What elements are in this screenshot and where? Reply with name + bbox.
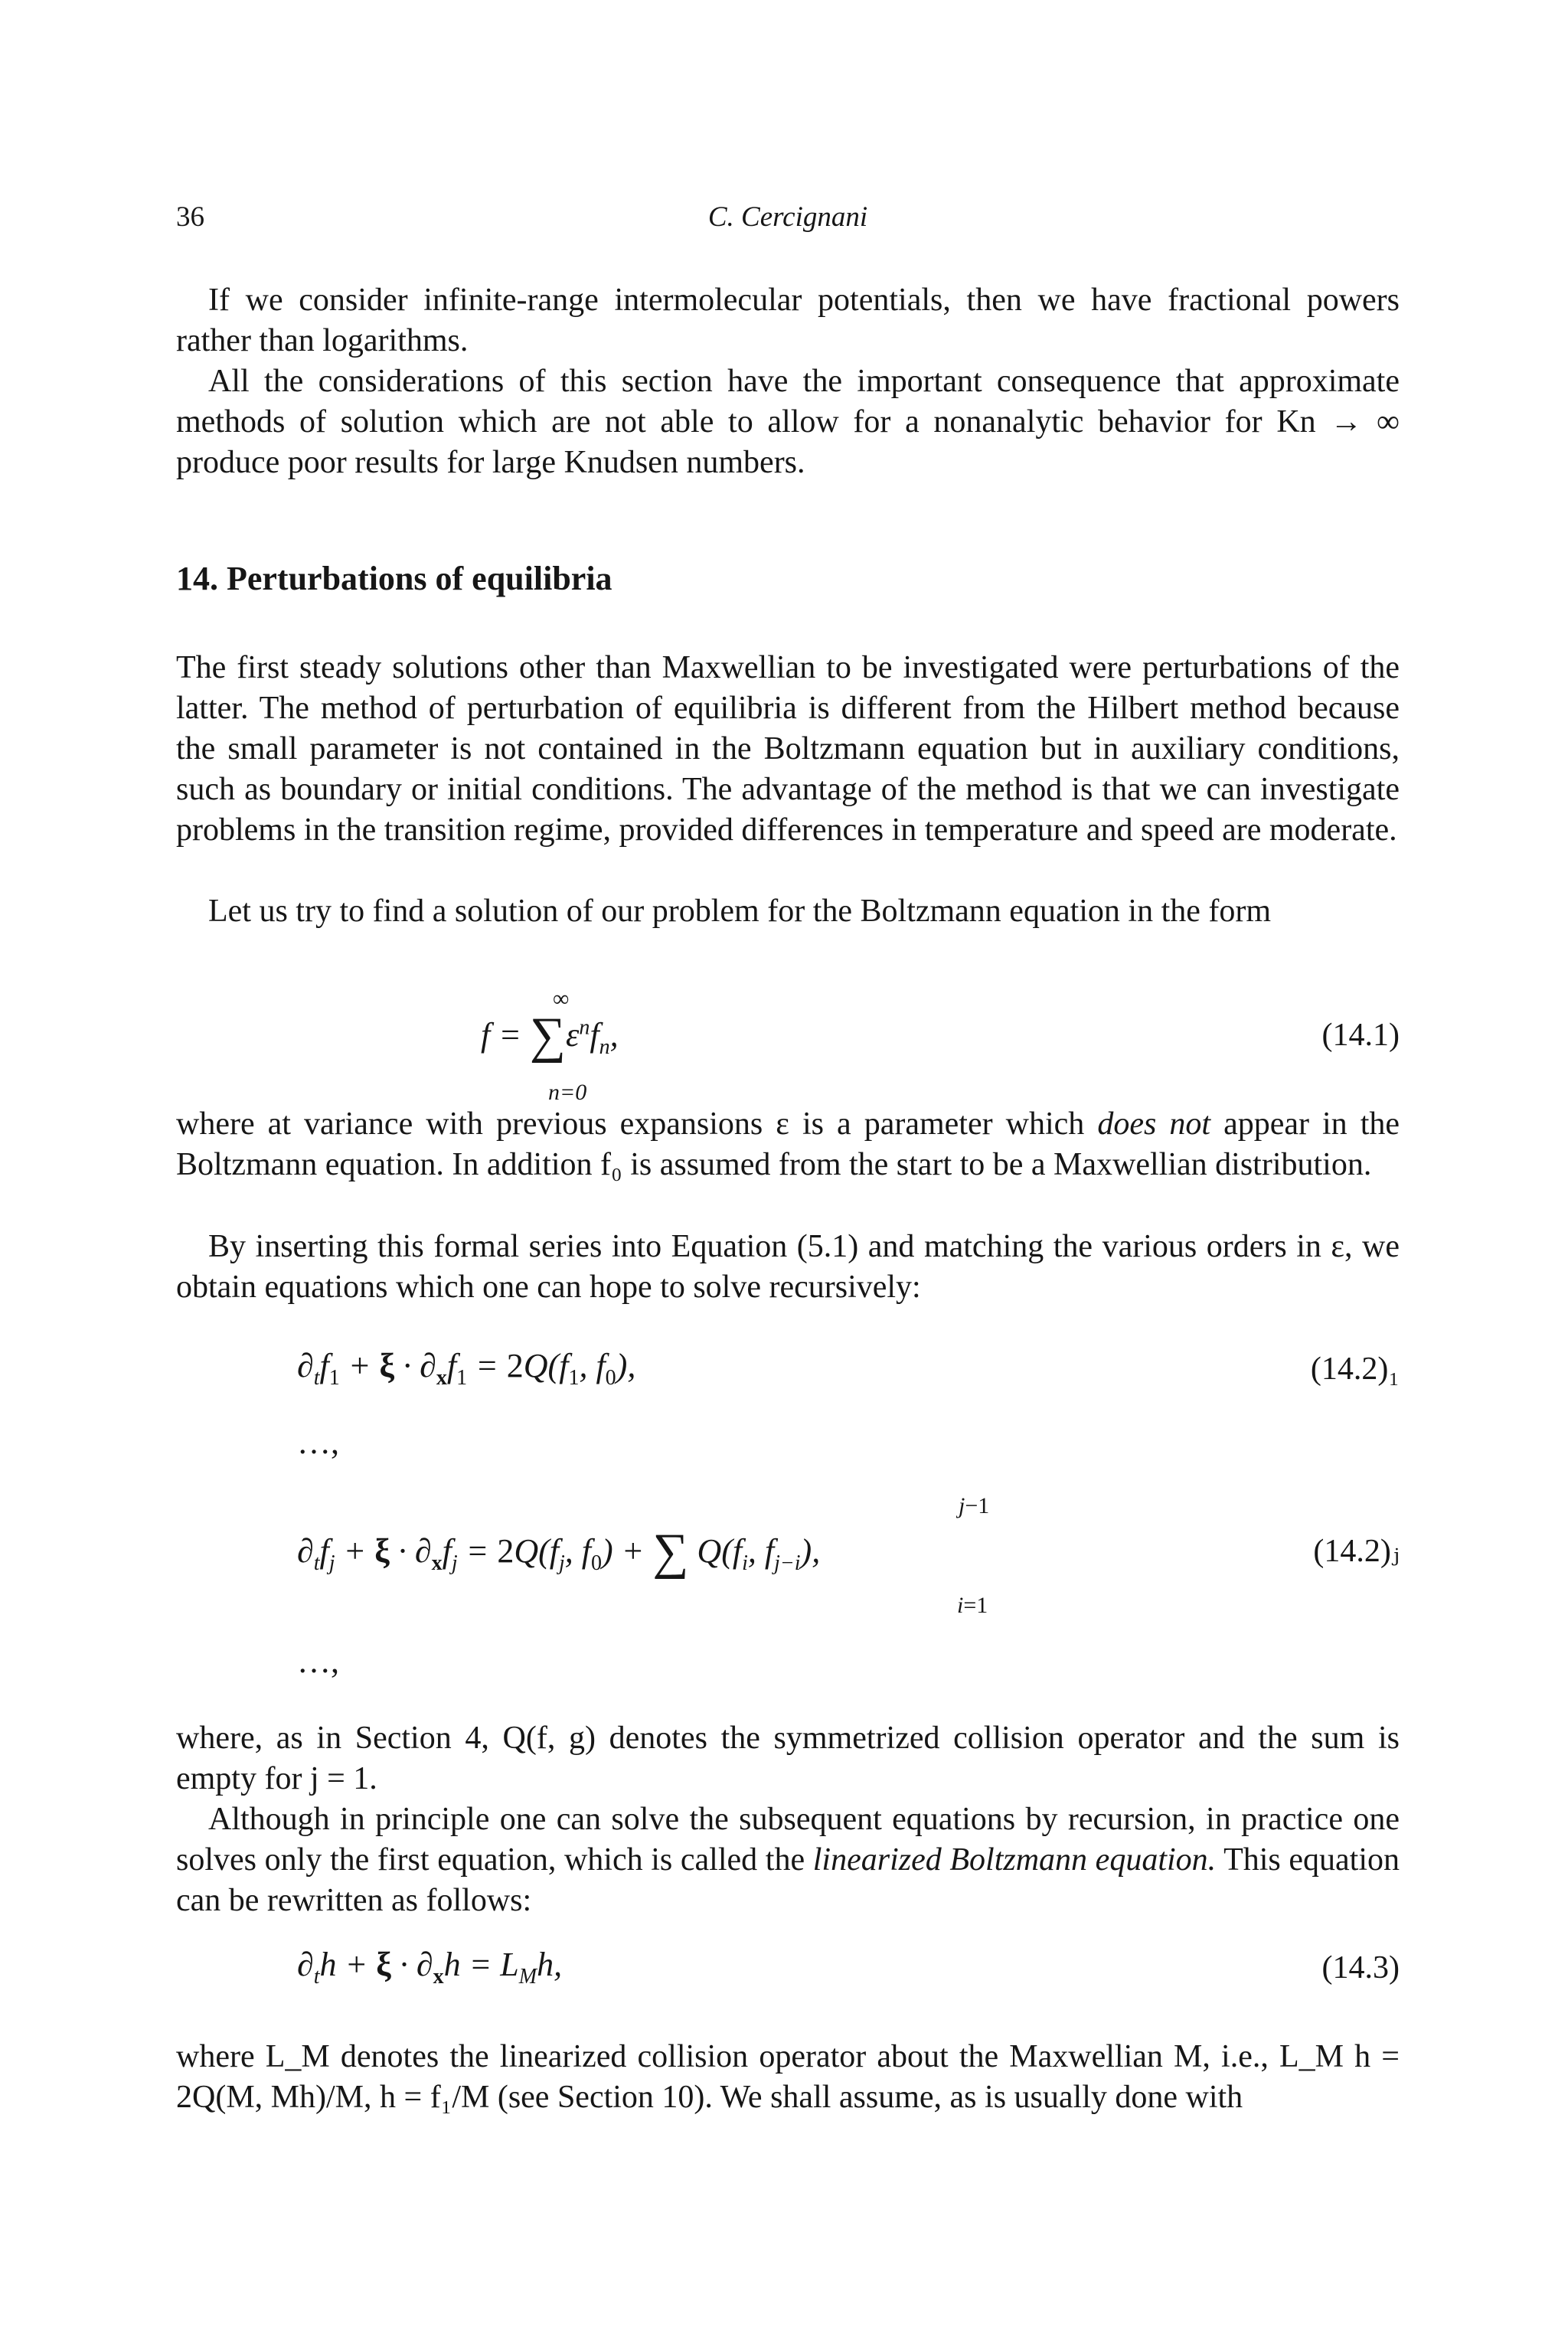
sum-upper-limit: ∞ — [553, 986, 570, 1012]
equation-number: (14.1) — [1321, 1018, 1400, 1053]
paragraph-linearized-text-a: Although in principle one can solve the subsequent equations by recursion, in practice one solves only the first equation, which is called the — [176, 1802, 1400, 1878]
paragraph-variance-text-a: where at variance with previous expansions ε is a parameter which — [176, 1106, 1085, 1142]
paragraph-variance-emphasis: does not — [1097, 1106, 1211, 1142]
equation-14-1 — [176, 986, 1400, 1105]
equation-expression: $f = \sum\varepsilon^nf_n$, — [481, 1008, 619, 1064]
equation-number: (14.3) — [1321, 1950, 1400, 1985]
equation-expression: $\partial_th + \xi \cdot \partial_xh = L_Mh$, — [297, 1946, 563, 1989]
section-heading: 14. Perturbations of equilibria — [176, 560, 612, 597]
paragraph-variance — [176, 1104, 1400, 1185]
paragraph-inserting-series: By inserting this formal series into Equation (5.1) and matching the various orders in ε, we obtain equations which one can hope to solve recursively: — [176, 1229, 1400, 1305]
ellipsis: …, — [297, 1642, 339, 1680]
page-number: 36 — [176, 201, 204, 233]
sum-lower-limit: n=0 — [548, 1080, 587, 1105]
paragraph-symmetrized-operator: where, as in Section 4, Q(f, g) denotes the symmetrized collision operator and the sum is empty for j = 1. — [176, 1721, 1400, 1796]
equation-ellipsis-1 — [176, 1423, 1400, 1461]
paragraph-variance-text-b: appear in the Boltzmann equation. In addition f₀ is assumed from the start to be a Maxwellian distribution. — [176, 1106, 1400, 1182]
paragraph-fractional-powers: If we consider infinite-range intermolecular potentials, then we have fractional powers rather than logarithms. — [176, 283, 1400, 358]
equation-expression: $\partial_tf_j + \xi \cdot \partial_xf_j = 2Q(f_j$, $f_0$) + ∑ $Q(f_i$, $f_{j-i}$), — [297, 1524, 821, 1580]
paragraph-linearized — [176, 1799, 1400, 1921]
paragraph-linearized-operator: where L_M denotes the linearized collision operator about the Maxwellian M, i.e., L_M h = 2Q(M, Mh)/M, h = f₁/M (see Section 10). We shall assume, as is usually done with — [176, 2039, 1400, 2115]
paragraph-find-solution: Let us try to find a solution of our problem for the Boltzmann equation in the form — [208, 894, 1272, 929]
running-head: C. Cercignani — [707, 201, 868, 233]
equation-14-2-1 — [176, 1346, 1400, 1392]
equation-expression: $\partial_tf_1 + \xi \cdot \partial_xf_1 = 2Q(f_1$, $f_0$), — [297, 1347, 636, 1390]
equation-number: (14.2)₁ — [1310, 1351, 1400, 1387]
equation-number: (14.2)ⱼ — [1313, 1534, 1400, 1569]
equation-14-3 — [176, 1945, 1400, 1991]
page-header — [176, 201, 1400, 237]
ellipsis: …, — [297, 1423, 339, 1461]
paragraph-perturbation-intro: The first steady solutions other than Maxwellian to be investigated were perturbations of the latter. The method of perturbation of equilibria is different from the Hilbert method because the small parameter is not contained in the Boltzmann equation but in auxiliary conditions, such as boundary or initial conditions. The advantage of the method is that we can investigate problems in the transition regime, provided differences in temperature and speed are moderate. — [176, 650, 1400, 848]
equation-14-2-j — [176, 1493, 1400, 1618]
paragraph-linearized-emphasis: linearized Boltzmann equation. — [812, 1842, 1217, 1878]
paragraph-consequence: All the considerations of this section have the important consequence that approximate methods of solution which are not able to allow for a nonanalytic behavior for Kn → ∞ produce poor results for large Knudsen numbers. — [176, 364, 1400, 480]
paragraph-linearized-text-b: This equation can be rewritten as follows: — [176, 1842, 1400, 1918]
equation-ellipsis-2 — [176, 1642, 1400, 1680]
sum-lower-limit: i=1 — [957, 1593, 988, 1618]
sum-upper-limit: j−1 — [959, 1493, 990, 1518]
